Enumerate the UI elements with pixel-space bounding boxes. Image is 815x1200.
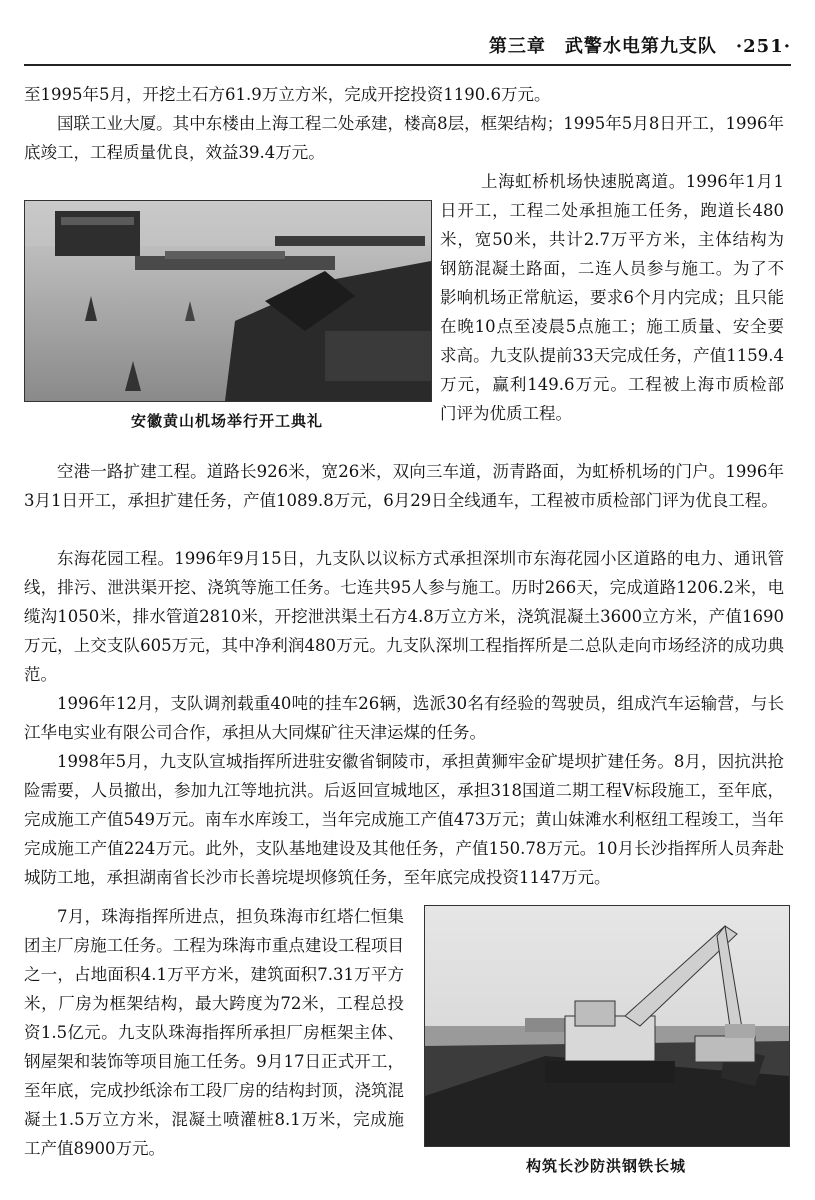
page-header (24, 24, 791, 66)
caption-airport-ceremony: 安徽黄山机场举行开工典礼 (130, 412, 323, 430)
photo-airport-ceremony-image (25, 201, 431, 401)
photo-flood-levee (424, 905, 790, 1147)
paragraph-1: 至1995年5月，开挖土石方61.9万立方米，完成开挖投资1190.6万元。 (24, 85, 551, 104)
paragraph-5: 东海花园工程。1996年9月15日，九支队以议标方式承担深圳市东海花园小区道路的电力、通讯管线，排污、泄洪渠开挖、浇筑等施工任务。七连共95人参与施工。历时266天，完成道路1206.2米，电缆沟1050米，排水管道2810米，开挖泄洪渠土石方4.8万立方米，浇筑混凝土3600立方米，产值1690万元，上交支队605万元，其中净利润480万元。九支队深圳工程指挥所是二总队走向市场经济的成功典范。 (24, 549, 784, 684)
paragraph-7: 1998年5月，九支队宣城指挥所进驻安徽省铜陵市，承担黄狮牢金矿堤坝扩建任务。8月，因抗洪抢险需要，人员撤出，参加九江等地抗洪。后返回宣城地区，承担318国道二期工程Ⅴ标段施工，至年底，完成施工产值549万元。南车水库竣工，当年完成施工产值473万元；黄山妹滩水利枢纽工程竣工，当年完成施工产值224万元。此外，支队基地建设及其他任务，产值150.78万元。10月长沙指挥所人员奔赴城防工地，承担湖南省长沙市长善垸堤坝修筑任务，至年底完成投资1147万元。 (24, 752, 784, 887)
caption-flood-levee: 构筑长沙防洪钢铁长城 (525, 1157, 686, 1175)
paragraph-8: 7月，珠海指挥所进点，担负珠海市红塔仁恒集团主厂房施工任务。工程为珠海市重点建设工程项目之一，占地面积4.1万平方米，建筑面积7.31万平方米，厂房为框架结构，最大跨度为72米，工程总投资1.5亿元。九支队珠海指挥所承担厂房框架主体、钢屋架和装饰等项目施工任务。9月17日正式开工，至年底，完成抄纸涂布工段厂房的结构封顶，浇筑混凝土1.5万立方米，混凝土喷灌桩8.1万米，完成施工产值8900万元。 (24, 907, 404, 1158)
paragraph-3: 上海虹桥机场快速脱离道。1996年1月1日开工，工程二处承担施工任务，跑道长480米，宽50米，共计2.7万平方米，主体结构为钢筋混凝土路面，二连人员参与施工。为了不影响机场正常航运，要求6个月内完成；且只能在晚10点至凌晨5点施工；施工质量、安全要求高。九支队提前33天完成任务，产值1159.4万元，赢利149.6万元。工程被上海市质检部门评为优质工程。 (440, 172, 784, 423)
paragraph-6: 1996年12月，支队调剂载重40吨的挂车26辆，选派30名有经验的驾驶员，组成汽车运输营，与长江华电实业有限公司合作，承担从大同煤矿往天津运煤的任务。 (24, 694, 784, 742)
paragraph-2: 国联工业大厦。其中东楼由上海工程二处承建，楼高8层，框架结构；1995年5月8日开工，1996年底竣工，工程质量优良，效益39.4万元。 (24, 114, 784, 162)
photo-airport-ceremony (24, 200, 432, 402)
paragraph-4: 空港一路扩建工程。道路长926米，宽26米，双向三车道，沥青路面，为虹桥机场的门户。1996年3月1日开工，承担扩建任务，产值1089.8万元，6月29日全线通车，工程被市质检部门评为优良工程。 (24, 462, 784, 510)
photo-flood-levee-image (425, 906, 789, 1146)
running-title: 第三章 武警水电第九支队 ·251· (488, 36, 791, 57)
